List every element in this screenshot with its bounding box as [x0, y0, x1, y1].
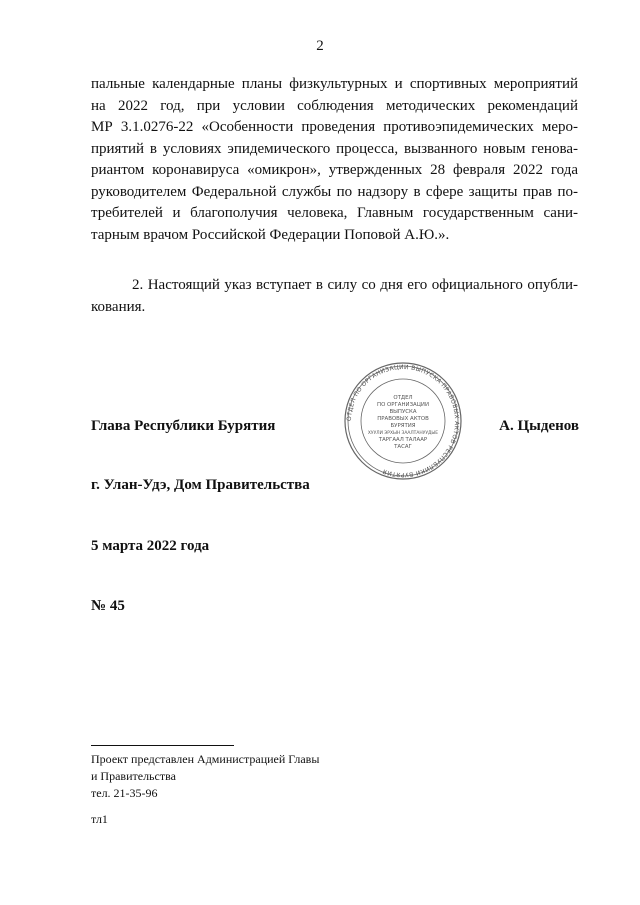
text-line: требителей и благополучия человека, Главным государственным сани-: [91, 205, 578, 221]
document-number: № 45: [91, 598, 125, 614]
signatory-title: Глава Республики Бурятия: [91, 418, 276, 434]
seal-text-line: ТАСАГ: [394, 444, 412, 450]
seal-text-line: ВЫПУСКА: [389, 409, 417, 415]
paragraph-effective-date: [91, 275, 578, 318]
text-line: риантом коронавируса «омикрон», утвержденных 28 февраля 2022 года: [91, 162, 578, 178]
text-line: приятий в условиях эпидемического процесса, вызванного новым генова-: [91, 140, 578, 157]
text-line: 2. Настоящий указ вступает в силу со дня его официального опубли-: [132, 277, 578, 293]
signatory-name: А. Цыденов: [499, 418, 579, 434]
text-line: МР 3.1.0276-22 «Особенности проведения противоэпидемических меро-: [91, 119, 578, 135]
official-seal: [336, 362, 470, 480]
seal-text-line: БУРЯТИЯ: [390, 423, 416, 429]
text-line: руководителем Федеральной службы по надзору в сфере защиты прав по-: [91, 183, 578, 200]
footnote-divider: [91, 745, 234, 746]
paragraph-body: [91, 74, 578, 246]
issue-date: 5 марта 2022 года: [91, 538, 210, 554]
text-line: на 2022 год, при условии соблюдения методических рекомендаций: [91, 97, 578, 114]
page-number: 2: [316, 38, 324, 54]
text-line: кования.: [91, 298, 146, 315]
seal-text-line: ОТДЕЛ: [393, 395, 413, 401]
footnote-line: тел. 21-35-96: [91, 786, 158, 800]
document-code: тл1: [91, 812, 108, 826]
seal-text-line: ХУУЛИ ЭРХЫН ЗААЛТАНУУДЫЕ: [367, 431, 439, 436]
footnote-line: и Правительства: [91, 769, 176, 783]
footnote: [91, 751, 319, 802]
text-line: пальные календарные планы физкультурных и спортивных мероприятий: [91, 76, 578, 92]
seal-text-line: ПРАВОВЫХ АКТОВ: [377, 416, 429, 422]
seal-ring-text: ОТДЕЛ ПО ОРГАНИЗАЦИИ ВЫПУСКА ПРАВОВЫХ АКТОВ РЕСПУБЛИКИ БУРЯТИЯ: [345, 363, 461, 479]
seal-text-line: ПО ОРГАНИЗАЦИИ: [377, 402, 429, 408]
issue-place: г. Улан-Удэ, Дом Правительства: [91, 477, 310, 493]
footnote-line: Проект представлен Администрацией Главы: [91, 752, 320, 766]
text-line: тарным врачом Российской Федерации Поповой А.Ю.».: [91, 226, 450, 243]
seal-text-line: ТАРГААЛ ТАЛААР: [378, 437, 428, 443]
